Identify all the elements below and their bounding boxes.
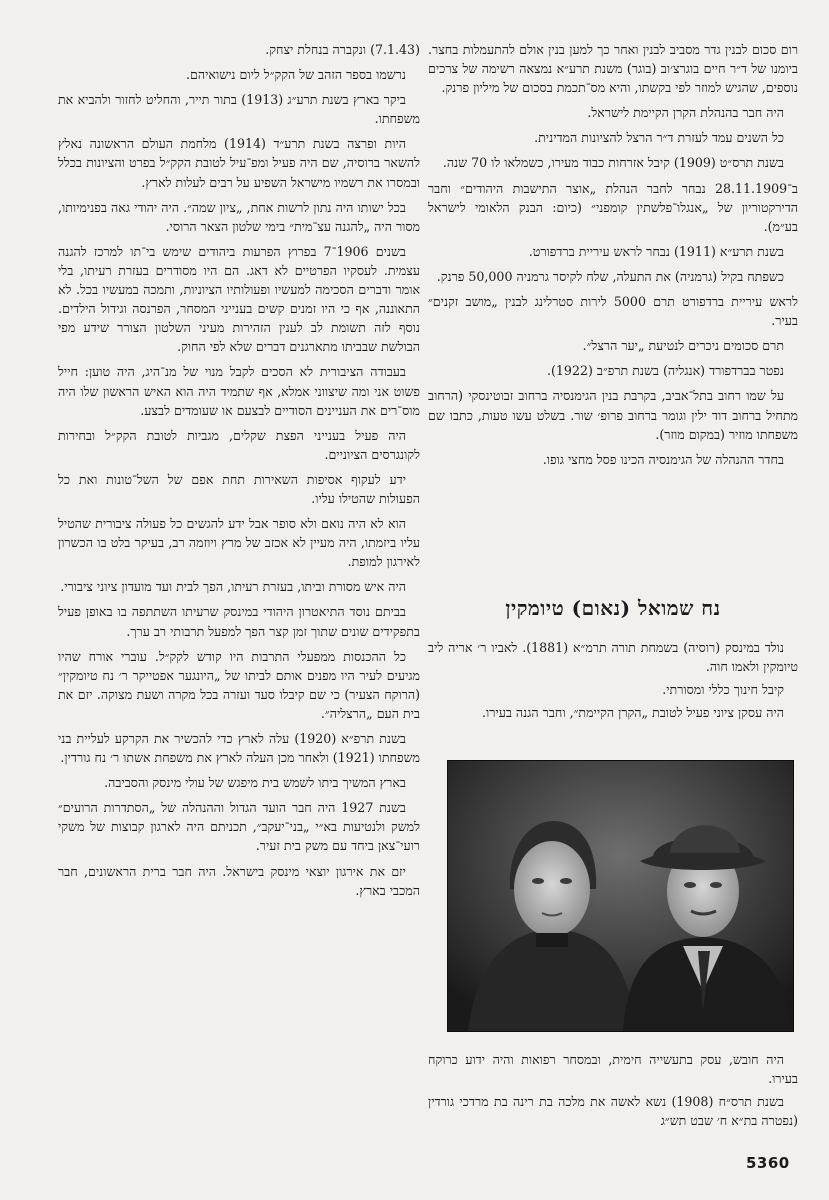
- paragraph: היה עסקן ציוני פעיל לטובת „הקרן הקיימת״, וחבר הגנה בעירו.: [482, 705, 784, 721]
- paragraph: ביקר בארץ בשנת תרע״ג (1913) בתור תייר, והחליט לחזור ולהביא את משפחתו.: [58, 92, 420, 127]
- paragraph: על שמו רחוב בתל־אביב, בקרבת בנין הגימנסיה ברחוב זבוטינסקי (הרחוב מתחיל ברחוב דוד ילין וגומר ברחוב פרופ׳ שור. בשלט עשו טעות, כתבו שם משפחתו מוזיר (במקום מוזר).: [428, 388, 798, 442]
- paragraph: ב־28.11.1909 נבחר לחבר הנהלת „אוצר התישבות היהודים״ וחבר הדירקטוריון של „אנגלו־פלשתין קומפני״ (כיום: הבנק הלאומי לישראל בע״מ).: [428, 180, 798, 234]
- biography-intro: [428, 638, 798, 726]
- right-column: [428, 40, 798, 475]
- paragraph: היה חבר בהנהלת הקרן הקיימת לישראל.: [587, 105, 784, 121]
- paragraph: בשנת תרפ״א (1920) עלה לארץ כדי להכשיר את הקרקע לעליית בני משפחתו (1921) ולאחר מכן העלה לארץ את משפחת אשתו ר׳ נח גורדין.: [58, 731, 420, 766]
- paragraph: בשנת 1927 היה חבר הועד הגדול וההנהלה של „הסתדרות הרועים״ למשק ולנטיעות בא״י „בני־יעקב״, תכניתם היה לארגון קבוצות של משקי רועי־צאן ביחד עם משק בית זעיר.: [58, 800, 420, 854]
- paragraph: נולד במינסק (רוסיה) בשמחת תורה תרמ״א (1881). לאביו ר׳ אריה ליב טיומקין ולאמו חוה.: [428, 640, 798, 675]
- paragraph: הוא לא היה נואם ולא סופר אבל ידע להגשים כל פעולה ציבורית שהטיל עליו ביזמתו, היה מעיין לא אכזב של מרץ ויוזמה רב, בעיקר בלט בו הכשרון לאירגון למופת.: [58, 516, 420, 570]
- paragraph: רום סכום לבנין גדר מסביב לבנין ואחר כך למען בנין אולם להתעמלות בחצר. ביומנו של ד״ר חיים בוגרצ׳וב (בוגר) משנת תרע״א נמצאה רשימה של צרכים נוספים, שהגיש למוזר לפי בקשתו, והיא מס־תכמת בסכום של מיליון פרנק.: [428, 42, 798, 96]
- paragraph: היה איש מסורת וביתו, בעזרת רעיתו, הפך לבית ועד מועדון ציוני ציבורי.: [60, 579, 406, 595]
- paragraph: בשנים 1906־7 בפרוץ הפרעות ביהודים שימש בי־תו למרכז להגנה עצמית. לעסקיו הפרטיים לא דאג. הם היו מסודרים בעזרת רעיתו, בלי אומר ודברים הסכימה למעשיו ופעולותיו הציוניות, ותמכה במעשיו בכל. לא התאוננה, אף כי היו זמנים קשים בענייני המסחר, הפרנסה וגידול הילדים. נוסף לזה תשומת לב לענין הזהירות מעיני השלטון הצורר שידע מפי הבולשת שבביתו מתארגנים דברים שלא לפי החוק.: [58, 243, 420, 355]
- paragraph: כשפתח בקיל (גרמניה) את התעלה, שלח לקיסר גרמניה 50,000 פרנק.: [436, 268, 784, 284]
- paragraph: לראש עיריית ברדפורט תרם 5000 לירות סטרלינג לבנין „מושב זקנים״ בעיר.: [428, 294, 798, 329]
- biography-heading: נח שמואל (נאום) טיומקין: [505, 596, 721, 620]
- portrait-photo: [447, 760, 794, 1032]
- paragraph: היות ופרצה בשנת תרע״ד (1914) מלחמת העולם הראשונה נאלץ להשאר ברוסיה, שם היה פעיל ומפ־עיל לטובת הקק״ל בפרט והציונות בכלל ובמסרו את רשמיו מישראל השפיע על רבים לעלות לארץ.: [58, 136, 420, 190]
- paragraph: בביתם נוסד התיאטרון היהודי במינסק שרעיתו השתתפה בו באופן פעיל בתפקידים שונים שתוך זמן קצר הפך למפעל תרבותי רב ערך.: [58, 604, 420, 639]
- paragraph: (7.1.43) ונקברה בנחלת יצחק.: [265, 42, 420, 57]
- portrait-image: [448, 761, 793, 1031]
- page-number: 5360: [746, 1154, 790, 1172]
- paragraph: בארץ המשיך ביתו לשמש בית מיפגש של עולי מינסק והסביבה.: [104, 775, 406, 791]
- paragraph: כל השנים עמד לעזרת ד״ר הרצל להציונות המדינית.: [534, 130, 784, 146]
- paragraph: בחדר ההנהלה של הגימנסיה הכינו פסל מחצי גופו.: [542, 451, 784, 467]
- paragraph: בשנת תרע״א (1911) נבחר לראש עיריית ברדפורט.: [528, 243, 784, 259]
- paragraph: בכל ישותו היה נתון לרשות אחת, „ציון שמה״. היה יהודי גאה בפנימיותו, מסור היה „להגנה עצ־מית״ בימי שלטון הצאר הרוסי.: [58, 199, 420, 234]
- paragraph: בעבודה הציבורית לא הסכים לקבל מנוי של מנ־היג, היה טוען: חייל פשוט אני ומה שיצווני אמלא, אף שתמיד היה הוא האיש הראשון שלו היה מוס־רים את העניינים הסודיים לבצעם או שעומדים לבצע.: [58, 364, 420, 418]
- paragraph: תרם סכומים ניכרים לנטיעת „יער הרצל״.: [582, 338, 784, 354]
- paragraph: ידע לעקוף אסיפות השאירות תחת אפם של השל־טונות ואת כל הפעולות שהטילו עליו.: [58, 471, 420, 506]
- paragraph: בשנת תרס״ט (1909) קיבל אזרחות כבוד מעירו, כשמלאו לו 70 שנה.: [442, 155, 784, 171]
- paragraph: כל ההכנסות ממפעלי התרבות היו קודש לקק״ל. עוברי אורח שהיו מגיעים לעיר היו מפנים אותם לביתו של „היונגער אפטייקר ר׳ נח טיומקין״ (הרוקח הצעיר) כי שם קיבלו סעד ועזרה בכל מקרה ושעת מצוקה. יזם את בית העם „הרצליה״.: [58, 648, 420, 721]
- biography-continued: [428, 1050, 798, 1134]
- paragraph: בשנת תרס״ח (1908) נשא לאשה את מלכה בת רינה בת מרדכי גורדין (נפטרה בת״א ח׳ שבט תש״ג: [428, 1094, 798, 1129]
- left-column: [58, 40, 420, 906]
- paragraph: נפטר בברדפורד (אנגליה) בשנת תרפ״ב (1922).: [547, 363, 784, 379]
- paragraph: נרשמו בספר הזהב של הקק״ל ליום נישואיהם.: [186, 67, 406, 83]
- paragraph: היה פעיל בענייני הפצת שקלים, מגביות לטובת הקק״ל ובחירות לקונגרסים הציוניים.: [58, 427, 420, 462]
- paragraph: היה חובש, עסק בתעשייה חימית, ובמסחר רפואות והיה ידוע כרוקח בעירו.: [428, 1052, 798, 1087]
- paragraph: יזם את אירגון יוצאי מינסק בישראל. היה חבר ברית הראשונים, חבר המכבי בארץ.: [58, 863, 420, 898]
- paragraph: קיבל חינוך כללי ומסורתי.: [662, 682, 784, 698]
